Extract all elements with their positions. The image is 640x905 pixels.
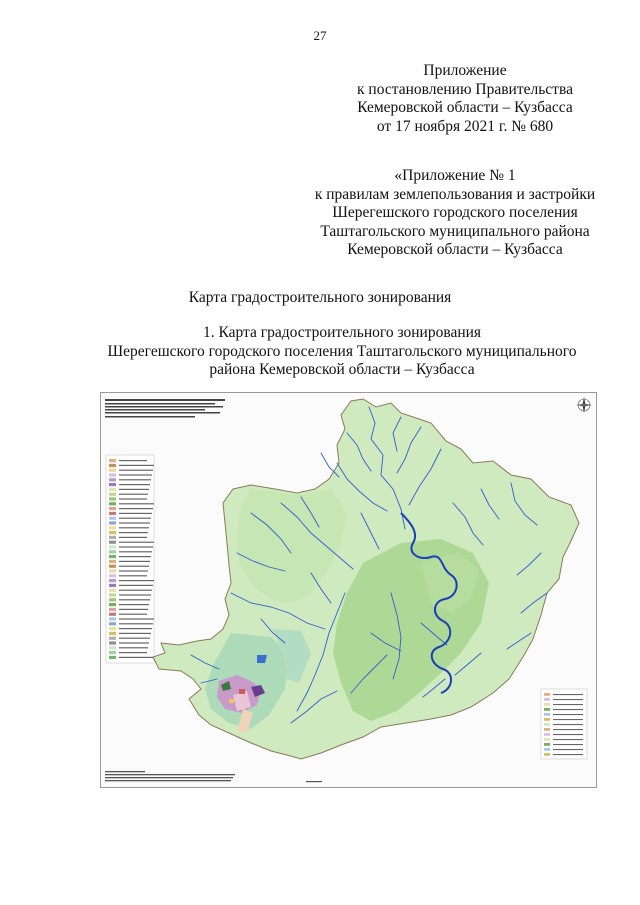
legend-swatch (109, 488, 116, 491)
legend-text-line (119, 642, 149, 643)
legend-swatch (109, 469, 116, 472)
legend-swatch (109, 531, 116, 534)
legend-swatch (544, 698, 550, 701)
legend-text-line (553, 729, 583, 730)
legend-swatch (544, 703, 550, 706)
legend-swatch (109, 617, 116, 620)
legend-swatch (544, 713, 550, 716)
legend-swatch (544, 733, 550, 736)
appendix-line: Приложение (423, 62, 507, 79)
appendix-header (300, 62, 630, 136)
legend-swatch (109, 526, 116, 529)
legend-swatch (544, 728, 550, 731)
legend-text-line (553, 694, 583, 695)
legend-swatch (544, 708, 550, 711)
legend-text-line (119, 508, 153, 509)
legend-text-line (119, 527, 149, 528)
legend-swatch (109, 541, 116, 544)
legend-swatch (109, 493, 116, 496)
legend-text-line (119, 561, 150, 562)
map-notes (105, 771, 235, 781)
legend-swatch (544, 753, 550, 756)
appendix-rules-line: к правилам землепользования и застройки (314, 185, 596, 203)
legend-text-line (119, 638, 150, 639)
legend-text-line (119, 575, 147, 576)
legend-swatch (109, 550, 116, 553)
legend-text-line (119, 484, 150, 485)
legend-text-line (119, 585, 153, 586)
section-title: Карта градостроительного зонирования (188, 289, 452, 306)
legend-text-line (553, 734, 583, 735)
legend-swatch (109, 507, 116, 510)
legend-text-line (119, 546, 153, 547)
map-title (0, 324, 640, 380)
legend-text-line (119, 609, 148, 610)
legend-text-line (119, 618, 154, 619)
legend-swatch (109, 502, 116, 505)
legend-text-line (553, 739, 583, 740)
appendix-rules-header (290, 167, 620, 260)
legend-swatch (109, 646, 116, 649)
legend-swatch (109, 545, 116, 548)
appendix-line: Кемеровской области – Кузбасса (357, 99, 573, 116)
appendix-line: от 17 ноября 2021 г. № 680 (376, 117, 554, 135)
zoning-map-graphic (101, 393, 596, 787)
legend-swatch (109, 656, 116, 659)
legend-swatch (109, 579, 116, 582)
legend-text-line (553, 709, 583, 710)
legend-text-line (119, 570, 148, 571)
legend-text-line (119, 590, 152, 591)
legend-swatch (109, 603, 116, 606)
legend-swatch (109, 483, 116, 486)
legend-swatch (544, 723, 550, 726)
legend-swatch (109, 641, 116, 644)
legend-text-line (119, 522, 150, 523)
legend-text-line (553, 724, 583, 725)
legend-swatch (109, 536, 116, 539)
page-number: 27 (313, 28, 327, 43)
legend-text-line (119, 647, 148, 648)
legend-text-line (119, 599, 150, 600)
legend-swatch (109, 478, 116, 481)
legend-text-line (119, 518, 151, 519)
legend-text-line (119, 542, 154, 543)
legend-swatch (109, 473, 116, 476)
zoning-map (100, 392, 597, 788)
map-header-stamp (105, 399, 225, 418)
legend-swatch (544, 738, 550, 741)
legend-swatch (109, 464, 116, 467)
legend-swatch (109, 565, 116, 568)
legend-text-line (119, 566, 149, 567)
legend-text-line (119, 623, 153, 624)
legend-swatch (109, 608, 116, 611)
legend-text-line (119, 594, 151, 595)
territory-polygon (153, 399, 579, 759)
legend-swatch (109, 589, 116, 592)
legend-text-line (553, 719, 583, 720)
legend-swatch (109, 555, 116, 558)
legend-text-line (119, 513, 152, 514)
appendix-rules-line: «Приложение № 1 (394, 167, 516, 184)
legend-text-line (119, 580, 154, 581)
legend-swatch (544, 743, 550, 746)
compass-icon (576, 397, 592, 413)
legend-swatch (109, 459, 116, 462)
legend-swatch (109, 521, 116, 524)
legend-swatch (109, 569, 116, 572)
legend-swatch (544, 718, 550, 721)
legend-text-line (553, 699, 583, 700)
legend-text-line (553, 714, 583, 715)
legend-swatch (109, 593, 116, 596)
legend-swatch (109, 497, 116, 500)
legend-text-line (119, 551, 152, 552)
legend-swatch (109, 622, 116, 625)
legend-swatch (109, 560, 116, 563)
legend-text-line (119, 537, 147, 538)
legend-text-line (119, 474, 152, 475)
legend-text-line (119, 556, 151, 557)
legend-swatch (109, 512, 116, 515)
legend-right (541, 689, 587, 759)
legend-text-line (553, 754, 583, 755)
appendix-rules-line: Кемеровской области – Кузбасса (347, 241, 563, 258)
legend-text-line (119, 498, 147, 499)
legend-text-line (119, 460, 147, 461)
legend-text-line (119, 614, 147, 615)
legend-text-line (119, 465, 154, 466)
map-title-line: 1. Карта градостроительного зонирования (202, 324, 482, 341)
legend-text-line (119, 494, 148, 495)
legend-swatch (109, 598, 116, 601)
legend-text-line (119, 633, 151, 634)
legend-text-line (553, 704, 583, 705)
legend-left (106, 455, 154, 663)
map-title-line: Шерегешского городского поселения Таштагольского муниципального (107, 342, 577, 360)
legend-swatch (109, 651, 116, 654)
appendix-rules-line: Таштагольского муниципального района (320, 222, 590, 240)
legend-swatch (544, 748, 550, 751)
legend-swatch (109, 574, 116, 577)
legend-swatch (109, 637, 116, 640)
legend-text-line (553, 749, 583, 750)
legend-text-line (119, 532, 148, 533)
legend-text-line (119, 489, 149, 490)
legend-text-line (119, 657, 154, 658)
legend-swatch (109, 613, 116, 616)
legend-swatch (109, 517, 116, 520)
appendix-line: к постановлению Правительства (357, 80, 573, 98)
legend-swatch (544, 693, 550, 696)
legend-text-line (553, 744, 583, 745)
legend-text-line (119, 479, 151, 480)
legend-swatch (109, 632, 116, 635)
map-scale (306, 781, 322, 782)
legend-text-line (119, 503, 154, 504)
legend-swatch (109, 584, 116, 587)
legend-text-line (119, 604, 149, 605)
map-title-line: района Кемеровской области – Кузбасса (209, 361, 475, 378)
appendix-rules-line: Шерегешского городского поселения (332, 204, 578, 221)
legend-text-line (119, 652, 147, 653)
legend-text-line (119, 628, 152, 629)
legend-text-line (119, 470, 153, 471)
legend-swatch (109, 627, 116, 630)
